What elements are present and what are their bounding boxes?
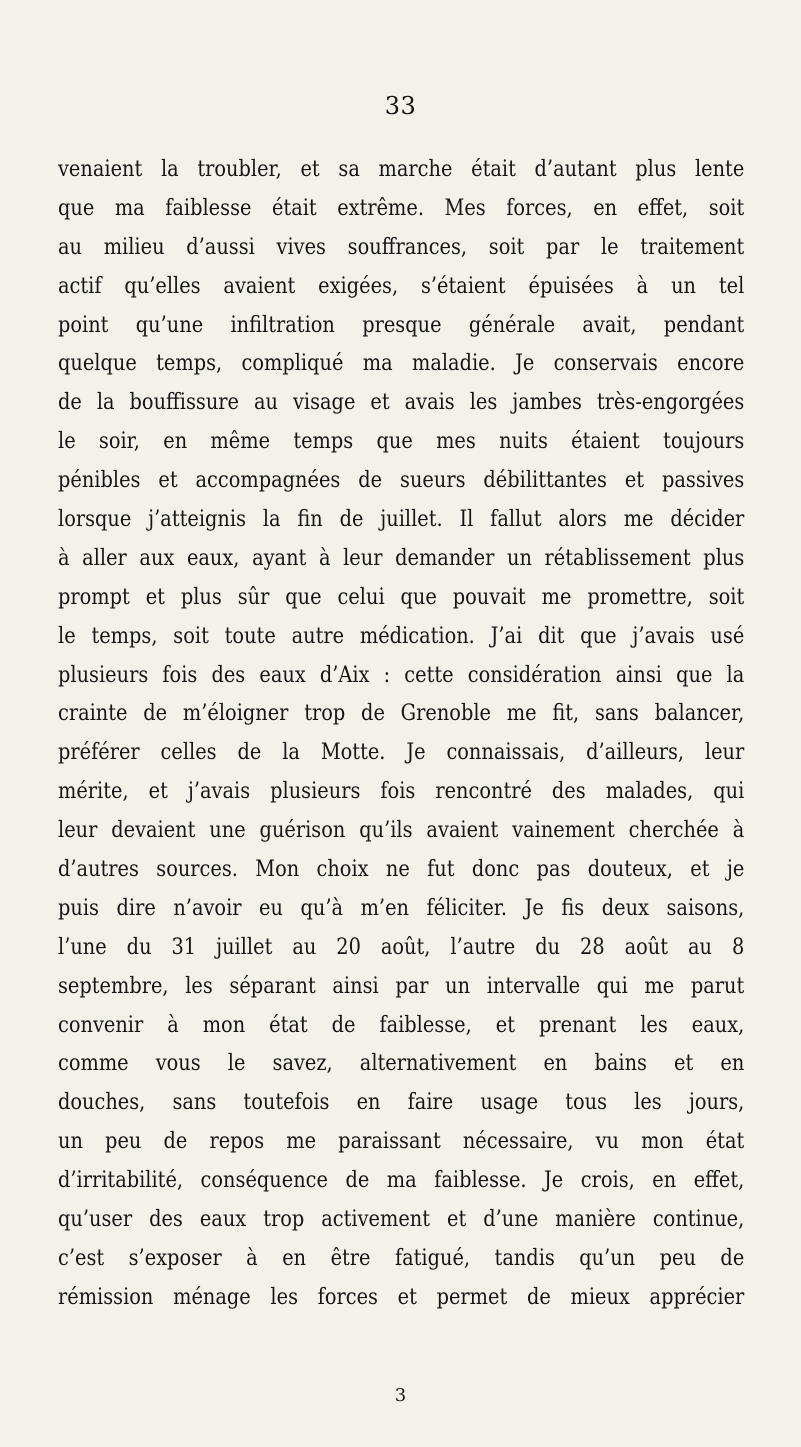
- text-line: quelque temps, compliqué ma maladie. Je conservais encore: [58, 350, 745, 377]
- signature-mark: 3: [394, 1385, 407, 1406]
- text-line: rémission ménage les forces et permet de mieux apprécier: [58, 1283, 745, 1310]
- text-line: à aller aux eaux, ayant à leur demander un rétablissement plus: [58, 544, 745, 571]
- text-line: point qu’une infiltration presque générale avait, pendant: [58, 311, 745, 338]
- text-line: venaient la troubler, et sa marche était d’autant plus lente: [58, 156, 745, 182]
- text-line: c’est s’exposer à en être fatigué, tandis qu’un peu de: [58, 1244, 745, 1271]
- text-line: septembre, les séparant ainsi par un intervalle qui me parut: [58, 972, 745, 999]
- text-line: leur devaient une guérison qu’ils avaient vainement cherchée à: [58, 817, 745, 844]
- text-line: puis dire n’avoir eu qu’à m’en féliciter. Je fis deux saisons,: [58, 894, 745, 921]
- text-line: l’une du 31 juillet au 20 août, l’autre du 28 août au 8: [58, 933, 745, 960]
- text-line: au milieu d’aussi vives souffrances, soit par le traitement: [58, 233, 745, 260]
- text-line: de la bouffissure au visage et avais les jambes très-engorgées: [58, 389, 745, 416]
- text-line: d’autres sources. Mon choix ne fut donc pas douteux, et je: [58, 856, 745, 883]
- page-number: 33: [384, 92, 417, 120]
- text-line: le soir, en même temps que mes nuits étaient toujours: [58, 428, 745, 455]
- text-line: pénibles et accompagnées de sueurs débilittantes et passives: [58, 467, 745, 494]
- text-line: mérite, et j’avais plusieurs fois rencontré des malades, qui: [58, 778, 745, 805]
- body-text: [58, 150, 744, 1317]
- text-line: convenir à mon état de faiblesse, et prenant les eaux,: [58, 1011, 745, 1038]
- text-line: crainte de m’éloigner trop de Grenoble me fit, sans balancer,: [58, 700, 745, 727]
- text-line: le temps, soit toute autre médication. J’ai dit que j’avais usé: [58, 622, 745, 649]
- text-line: un peu de repos me paraissant nécessaire, vu mon état: [58, 1128, 745, 1155]
- text-line: d’irritabilité, conséquence de ma faiblesse. Je crois, en effet,: [58, 1167, 745, 1194]
- text-line: prompt et plus sûr que celui que pouvait me promettre, soit: [58, 583, 745, 610]
- text-line: comme vous le savez, alternativement en bains et en: [58, 1050, 745, 1077]
- text-line: douches, sans toutefois en faire usage tous les jours,: [58, 1089, 745, 1116]
- text-line: plusieurs fois des eaux d’Aix : cette considération ainsi que la: [58, 661, 745, 688]
- text-line: lorsque j’atteignis la fin de juillet. Il fallut alors me décider: [58, 506, 745, 533]
- text-line: qu’user des eaux trop activement et d’une manière continue,: [58, 1206, 745, 1233]
- text-line: préférer celles de la Motte. Je connaissais, d’ailleurs, leur: [58, 739, 745, 766]
- text-line: actif qu’elles avaient exigées, s’étaient épuisées à un tel: [58, 272, 745, 299]
- text-line: que ma faiblesse était extrême. Mes forces, en effet, soit: [58, 194, 745, 221]
